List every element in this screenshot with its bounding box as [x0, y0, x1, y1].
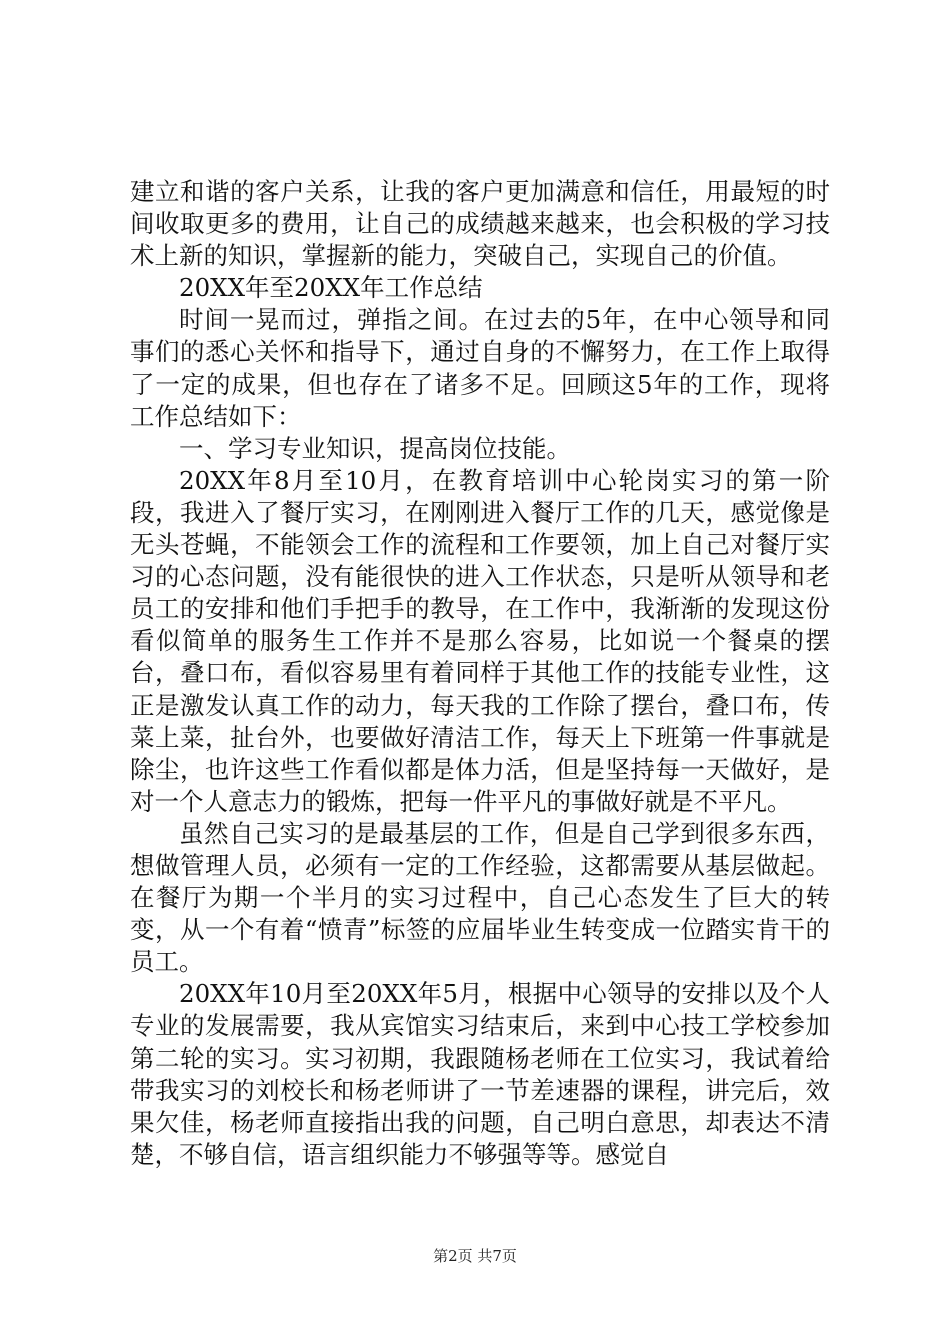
paragraph-grassroots-work: 虽然自己实习的是最基层的工作，但是自己学到很多东西，想做管理人员，必须有一定的工作经验，这都需要从基层做起。在餐厅为期一个半月的实习过程中，自己心态发生了巨大的转变，从一个有着“愤青”标签的应届毕业生转变成一位踏实肯干的员工。: [130, 818, 830, 977]
paragraph-restaurant-internship: 20XX年8月至10月，在教育培训中心轮岗实习的第一阶段，我进入了餐厅实习，在刚刚进入餐厅工作的几天，感觉像是无头苍蝇，不能领会工作的流程和工作要领，加上自己对餐厅实习的心态问题，没有能很快的进入工作状态，只是听从领导和老员工的安排和他们手把手的教导，在工作中，我渐渐的发现这份看似简单的服务生工作并不是那么容易，比如说一个餐桌的摆台，叠口布，看似容易里有着同样于其他工作的技能专业性，这正是激发认真工作的动力，每天我的工作除了摆台，叠口布，传菜上菜，扯台外，也要做好清洁工作，每天上下班第一件事就是除尘，也许这些工作看似都是体力活，但是坚持每一天做好，是对一个人意志力的锻炼，把每一件平凡的事做好就是不平凡。: [130, 465, 830, 816]
document-body: [130, 176, 830, 1171]
paragraph-intro: 时间一晃而过，弹指之间。在过去的5年，在中心领导和同事们的悉心关怀和指导下，通过自身的不懈努力，在工作上取得了一定的成果，但也存在了诸多不足。回顾这5年的工作，现将工作总结如下：: [130, 305, 830, 431]
paragraph-school-internship: 20XX年10月至20XX年5月，根据中心领导的安排以及个人专业的发展需要，我从宾馆实习结束后，来到中心技工学校参加第二轮的实习。实习初期，我跟随杨老师在工位实习，我试着给带我实习的刘校长和杨老师讲了一节差速器的课程，讲完后，效果欠佳，杨老师直接指出我的问题，自己明白意思，却表达不清楚，不够自信，语言组织能力不够强等等。感觉自: [130, 979, 830, 1169]
subheading-learning: 一、学习专业知识，提高岗位技能。: [179, 433, 571, 463]
page-number-footer: 第2页 共7页: [433, 1247, 517, 1265]
section-heading: 20XX年至20XX年工作总结: [179, 273, 483, 303]
paragraph-continuation: 建立和谐的客户关系，让我的客户更加满意和信任，用最短的时间收取更多的费用，让自己的成绩越来越来，也会积极的学习技术上新的知识，掌握新的能力，突破自己，实现自己的价值。: [130, 177, 830, 271]
